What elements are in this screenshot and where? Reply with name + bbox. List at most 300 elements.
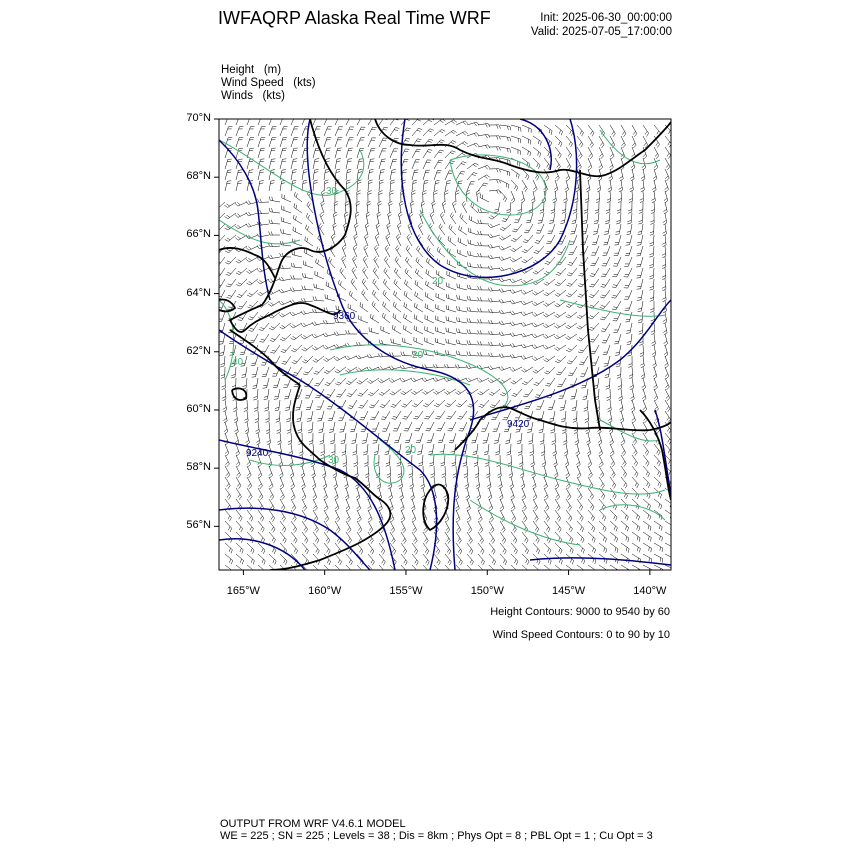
wind-barb	[570, 389, 577, 399]
wind-barb	[632, 532, 640, 542]
wind-barb	[247, 488, 252, 500]
wind-barb	[586, 433, 590, 445]
wind-barb	[511, 499, 515, 511]
wind-barb	[494, 433, 500, 443]
wind-barb	[225, 466, 230, 478]
wind-barb	[543, 323, 555, 328]
wind-barb	[363, 444, 368, 455]
wind-speed-contour	[450, 155, 546, 215]
nunivak-island	[232, 388, 246, 400]
wind-barb	[329, 422, 335, 432]
wind-barb	[640, 345, 644, 357]
wind-barb	[565, 323, 577, 329]
wind-barb	[291, 263, 302, 268]
wind-barb	[379, 543, 385, 554]
wind-barb	[615, 224, 621, 235]
wind-barb	[401, 521, 406, 533]
wind-barb	[411, 389, 423, 395]
wind-barb	[396, 234, 401, 246]
wind-barb	[456, 317, 467, 323]
wind-barb	[520, 466, 524, 478]
wind-barb	[610, 499, 617, 510]
wind-barb	[544, 169, 549, 181]
wind-barb	[411, 378, 423, 382]
wind-barb	[468, 228, 478, 235]
wind-barb	[548, 400, 555, 410]
wind-barb	[619, 169, 623, 181]
wind-barb	[258, 180, 264, 191]
wind-barb	[403, 325, 412, 334]
wind-barb	[511, 147, 520, 155]
wind-barb	[619, 180, 623, 192]
wind-barb	[467, 318, 478, 323]
wind-barb	[379, 554, 385, 565]
wind-barb	[632, 499, 639, 510]
wind-barb	[369, 327, 379, 334]
wind-barb	[357, 116, 366, 125]
wind-barb	[223, 400, 227, 412]
wind-barb	[543, 345, 555, 349]
wind-barb	[424, 411, 434, 419]
wind-barb	[386, 234, 390, 246]
wind-barb	[335, 137, 342, 147]
wind-barb	[414, 314, 423, 323]
wind-barb	[588, 521, 595, 532]
latitude-label: 58°N	[186, 461, 211, 474]
wind-barb	[357, 127, 365, 136]
wind-barb	[555, 521, 561, 532]
wind-barb	[555, 356, 566, 363]
latitude-label: 60°N	[186, 402, 211, 415]
wind-barb	[291, 477, 295, 489]
wind-barb	[324, 510, 329, 522]
wind-barb	[565, 334, 577, 340]
wind-barb	[604, 224, 610, 234]
wind-barb	[555, 125, 563, 135]
wind-barb	[606, 378, 610, 389]
wind-barb	[467, 285, 478, 290]
wind-barb	[589, 323, 599, 330]
wind-barb	[488, 266, 500, 270]
wind-barb	[345, 488, 349, 500]
wind-barb	[652, 334, 656, 346]
wind-barb	[500, 521, 505, 533]
wind-barb	[267, 433, 271, 445]
wind-barb	[577, 510, 583, 521]
wind-barb	[534, 246, 544, 254]
map-title: IWFAQRP Alaska Real Time WRF	[218, 8, 491, 28]
wind-barb	[466, 488, 470, 500]
wind-barb	[346, 138, 353, 147]
wind-barb	[546, 235, 555, 244]
wind-barb	[368, 169, 374, 180]
wind-barb	[650, 279, 654, 290]
wind-barb	[576, 455, 580, 467]
wind-barb	[416, 433, 423, 443]
wind-barb	[526, 213, 533, 223]
wind-barb	[257, 279, 269, 284]
wind-barb	[632, 125, 637, 137]
wind-barb	[643, 422, 648, 434]
wind-barb	[291, 488, 295, 500]
wind-barb	[401, 389, 412, 395]
wind-barb	[409, 466, 413, 478]
wind-barb	[390, 170, 396, 180]
wind-barb	[370, 411, 379, 420]
wind-barb	[388, 212, 392, 224]
wind-barb	[621, 477, 627, 488]
wind-barb	[567, 279, 577, 286]
wind-barb	[346, 148, 353, 158]
wind-barb	[577, 323, 588, 329]
wind-barb	[478, 231, 489, 235]
wind-barb	[625, 312, 632, 322]
wind-barb	[652, 180, 656, 192]
wind-barb	[401, 543, 407, 554]
wind-barb	[269, 532, 275, 543]
wind-barb	[360, 411, 368, 420]
wind-barb	[576, 444, 580, 456]
wind-barb	[665, 169, 669, 181]
wind-barb	[499, 343, 511, 347]
wind-barb	[222, 389, 226, 401]
wind-barb	[415, 280, 423, 290]
wind-barb	[553, 191, 557, 203]
wind-barb	[665, 136, 671, 147]
wind-barb	[478, 175, 490, 180]
wind-barb	[393, 291, 401, 301]
wind-barb	[600, 312, 610, 320]
wind-barb	[423, 160, 431, 169]
wind-barb	[233, 400, 237, 412]
coastlines	[219, 119, 671, 570]
wind-barb	[263, 378, 269, 388]
wind-barb	[387, 223, 391, 235]
wind-barb	[301, 298, 313, 302]
wind-barb	[599, 147, 603, 159]
wind-barb	[500, 136, 511, 141]
wind-barb	[665, 367, 669, 379]
wind-barb	[279, 466, 283, 478]
wind-barb	[488, 255, 500, 259]
wind-barb	[293, 367, 302, 375]
wind-barb	[446, 339, 456, 345]
wind-barb	[654, 554, 663, 563]
wind-barb	[595, 202, 599, 213]
wind-barb	[370, 314, 379, 323]
wind-barb	[269, 554, 276, 565]
wind-barb	[599, 477, 604, 489]
wind-barb	[347, 389, 357, 397]
wind-barb	[423, 129, 434, 136]
wind-barb	[343, 455, 347, 467]
wind-barb	[610, 125, 615, 137]
wind-barb	[393, 313, 401, 323]
wind-barb	[307, 202, 313, 213]
wind-barb	[652, 345, 656, 357]
wind-barb	[588, 455, 592, 467]
wind-barb	[389, 352, 401, 356]
wind-barb	[630, 389, 634, 401]
wind-barb	[379, 159, 386, 169]
wind-barb	[630, 378, 634, 390]
wind-barb	[478, 521, 483, 533]
wind-barb	[488, 331, 500, 335]
wind-barb	[434, 140, 445, 147]
wind-barb	[442, 201, 446, 213]
height-legend: Height Contours: 9000 to 9540 by 60	[490, 606, 670, 618]
variable-winds: Winds (kts)	[221, 90, 285, 102]
wind-speed-contour-label: 20	[412, 350, 424, 361]
wind-barb	[247, 532, 254, 543]
wind-barb	[270, 334, 280, 342]
wind-barb	[563, 191, 567, 203]
wind-barb	[567, 268, 577, 276]
wind-barb	[404, 291, 412, 301]
wind-barb	[434, 554, 440, 565]
wind-barb	[335, 116, 343, 125]
wind-barb	[578, 268, 588, 276]
wind-barb	[302, 521, 308, 533]
wind-barb	[302, 273, 313, 279]
wind-barb	[448, 422, 456, 431]
wind-barb	[301, 323, 313, 327]
wind-barb	[390, 180, 395, 191]
wind-barb	[589, 290, 599, 298]
wind-speed-contour-label: 30	[326, 186, 338, 197]
wind-barb	[524, 224, 533, 233]
wind-barb	[280, 488, 284, 500]
wind-barb	[417, 444, 423, 455]
wind-barb	[269, 137, 276, 147]
wind-barb	[636, 246, 643, 256]
wind-barb	[662, 257, 666, 269]
wind-barb	[225, 455, 229, 467]
wind-barb	[640, 191, 644, 203]
wind-barb	[636, 268, 643, 278]
wind-barb	[521, 312, 533, 316]
wind-barb	[291, 499, 296, 511]
wind-barb	[643, 565, 652, 574]
variable-height: Height (m)	[221, 64, 282, 76]
wind-barb	[467, 521, 472, 533]
wind-barb	[500, 147, 511, 153]
wind-barb	[303, 367, 313, 375]
wind-barb	[244, 400, 248, 412]
wind-barb	[313, 356, 324, 362]
wind-barb	[344, 477, 348, 489]
wind-barb	[303, 261, 313, 268]
wind-barb	[421, 201, 425, 213]
wind-barb	[665, 521, 673, 530]
wind-barb	[573, 202, 577, 213]
wind-barb	[407, 234, 412, 246]
wind-barb	[333, 223, 337, 235]
wind-barb	[368, 510, 372, 522]
wind-barb	[511, 180, 518, 191]
wind-barb	[555, 158, 560, 170]
wind-barb	[445, 181, 451, 191]
wind-barb	[532, 312, 544, 316]
wind-barb	[390, 117, 400, 125]
wind-barb	[301, 334, 313, 339]
wind-barb	[566, 466, 570, 478]
wind-barb	[488, 234, 500, 238]
wind-barb	[654, 532, 662, 541]
wind-barb	[280, 127, 288, 136]
wind-barb	[445, 521, 450, 533]
wind-barb	[476, 477, 480, 489]
wind-barb	[312, 477, 316, 489]
wind-barb	[258, 521, 264, 532]
wind-barb	[533, 510, 538, 522]
wind-barb	[632, 433, 637, 445]
wind-barb	[521, 367, 533, 372]
wind-barb	[425, 337, 434, 345]
wind-barb	[321, 201, 325, 213]
wind-barb	[445, 190, 449, 202]
wind-barb	[348, 400, 357, 409]
wind-barb	[604, 356, 610, 366]
wind-barb	[315, 271, 324, 279]
wind-barb	[313, 159, 319, 169]
wind-barb	[621, 444, 626, 456]
wind-barb	[321, 190, 325, 202]
wind-barb	[535, 389, 544, 398]
wind-barb	[258, 127, 265, 136]
wind-barb	[521, 477, 525, 489]
wind-barb	[436, 304, 445, 312]
wind-barb	[489, 389, 500, 396]
wind-barb	[555, 136, 562, 147]
wind-barb	[264, 389, 269, 400]
wind-barb	[599, 521, 606, 532]
wind-barb	[488, 244, 500, 248]
wind-barb	[336, 389, 346, 397]
wind-barb	[284, 389, 291, 399]
wind-barb	[412, 149, 421, 158]
wind-barb	[446, 411, 456, 419]
wind-barb	[268, 255, 280, 259]
wind-barb	[621, 532, 629, 542]
wind-barb	[247, 554, 254, 564]
wind-barb	[236, 488, 241, 500]
wind-barb	[478, 352, 489, 356]
wind-barb	[301, 477, 305, 489]
wind-barb	[578, 345, 588, 353]
wind-barb	[257, 199, 269, 203]
wind-barb	[312, 334, 324, 338]
wind-barb	[294, 192, 302, 202]
wind-speed-legend: Wind Speed Contours: 0 to 90 by 10	[492, 629, 670, 641]
wind-barb	[522, 510, 527, 522]
wind-barb	[389, 201, 393, 213]
wind-barb	[508, 455, 512, 467]
wind-barb	[665, 433, 671, 444]
wind-barb	[522, 488, 526, 500]
wind-barb	[382, 422, 390, 431]
wind-barb	[500, 180, 509, 188]
wind-barb	[650, 235, 654, 246]
wind-barb	[423, 180, 428, 191]
wind-barb	[532, 334, 544, 338]
height-contour-label: 9420	[507, 419, 530, 430]
wind-barb	[246, 212, 258, 216]
wind-barb	[487, 477, 491, 489]
wind-barb	[566, 510, 572, 521]
wind-barb	[624, 268, 632, 277]
wind-barb	[591, 246, 599, 255]
wind-barb	[256, 422, 260, 434]
wind-barb	[456, 532, 461, 544]
wind-speed-contour	[340, 370, 470, 385]
wind-barb	[467, 329, 478, 334]
wind-barb	[379, 190, 383, 202]
wind-barb	[568, 246, 577, 255]
wind-barb	[603, 345, 610, 355]
wind-barb	[395, 257, 401, 268]
wind-barb	[246, 433, 250, 445]
wind-barb	[565, 180, 569, 192]
wind-barb	[533, 158, 540, 169]
wind-barb	[379, 532, 384, 544]
wind-barb	[405, 433, 412, 443]
wind-barb	[258, 488, 263, 500]
wind-barb	[335, 521, 340, 533]
wind-barb	[323, 345, 335, 349]
wind-barb	[324, 499, 328, 511]
wind-barb	[477, 488, 481, 500]
wind-barb	[365, 223, 369, 235]
wind-barb	[489, 499, 493, 511]
wind-barb	[467, 182, 475, 191]
wind-barb	[225, 554, 233, 564]
wind-barb	[235, 224, 247, 229]
wind-barb	[511, 510, 516, 522]
wind-speed-contour-label: 20	[405, 445, 417, 456]
wind-barb	[262, 367, 269, 377]
wind-barb	[650, 301, 654, 312]
wind-barb	[247, 466, 251, 478]
wind-barb	[573, 411, 577, 422]
wind-barb	[244, 411, 248, 423]
wind-barb	[500, 169, 510, 176]
wind-barb	[434, 190, 438, 202]
wind-barb	[447, 282, 456, 290]
wind-barb	[258, 543, 265, 554]
wind-barb	[324, 116, 332, 125]
wind-barb	[350, 422, 357, 432]
wind-barb	[269, 208, 280, 213]
wind-barb	[489, 147, 501, 151]
wind-barb	[297, 411, 302, 422]
wind-barb	[269, 159, 275, 169]
wind-barb	[323, 333, 335, 337]
wind-barb	[665, 389, 670, 401]
wind-barb	[483, 433, 489, 443]
wind-barb	[375, 455, 379, 466]
wind-barb	[253, 389, 258, 400]
wind-barb	[269, 488, 274, 500]
wind-barb	[621, 136, 625, 148]
wind-barb	[412, 180, 417, 191]
wind-barb	[583, 389, 588, 400]
wind-barb	[610, 466, 615, 478]
wind-barb	[314, 378, 324, 386]
height-contour-label: 9360	[333, 311, 356, 322]
wind-barb	[637, 279, 643, 289]
wind-barb	[425, 292, 434, 301]
